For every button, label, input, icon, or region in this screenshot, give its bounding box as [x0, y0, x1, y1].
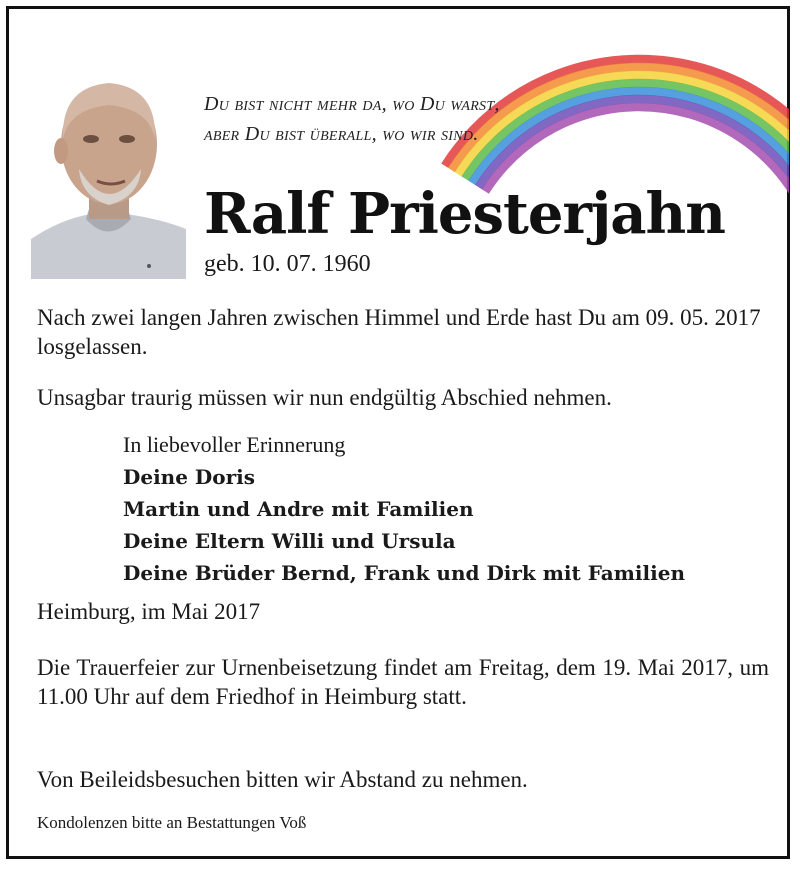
- birth-date: geb. 10. 07. 1960: [204, 251, 371, 277]
- motto-line-1: Du bist nicht mehr da, wo Du warst,: [204, 93, 500, 115]
- paragraph-passing: Nach zwei langen Jahren zwischen Himmel und Erde hast Du am 09. 05. 2017 losgelassen.: [37, 305, 761, 359]
- paragraph-farewell: Unsagbar traurig müssen wir nun endgültig Abschied nehmen.: [37, 385, 612, 410]
- funeral-info: Die Trauerfeier zur Urnenbeisetzung findet am Freitag, dem 19. Mai 2017, um 11.00 Uhr auf dem Friedhof in Heimburg statt.: [37, 655, 769, 709]
- condolences-note: Kondolenzen bitte an Bestattungen Voß: [37, 813, 307, 832]
- signer-line: Deine Eltern Willi und Ursula: [123, 529, 456, 553]
- signer-line: Martin und Andre mit Familien: [123, 497, 474, 521]
- signers-block: [123, 429, 763, 589]
- obituary-notice: [6, 6, 790, 859]
- rainbow-graphic: [409, 19, 789, 289]
- deceased-name: Ralf Priesterjahn: [204, 181, 725, 247]
- portrait-photo: [31, 69, 186, 279]
- motto-line-2: aber Du bist überall, wo wir sind.: [204, 123, 479, 145]
- signer-line: Deine Doris: [123, 465, 255, 489]
- visits-note: Von Beileidsbesuchen bitten wir Abstand zu nehmen.: [37, 767, 528, 792]
- motto-quote: [204, 89, 664, 149]
- signer-line: Deine Brüder Bernd, Frank und Dirk mit Familien: [123, 561, 685, 585]
- signers-intro: In liebevoller Erinnerung: [123, 432, 346, 457]
- place-date: Heimburg, im Mai 2017: [37, 599, 261, 624]
